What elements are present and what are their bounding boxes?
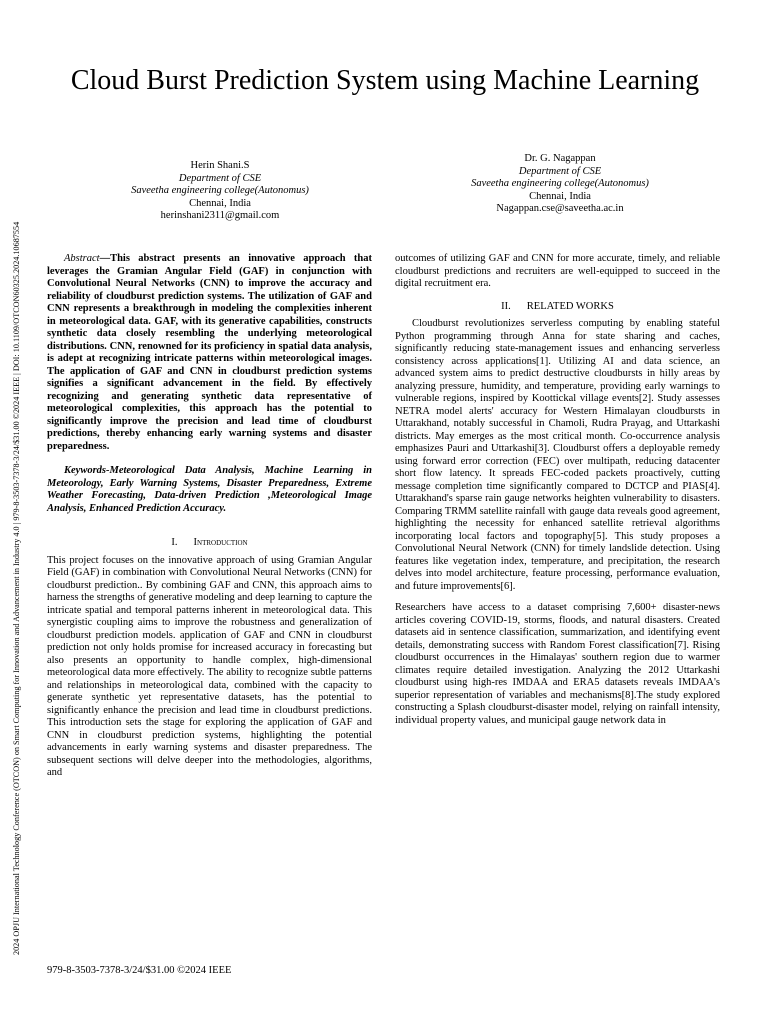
- introduction-continued: outcomes of utilizing GAF and CNN for more accurate, timely, and reliable cloudburst predictions and recruiters are well-equipped to succeed in the digital recruitment era.: [395, 253, 720, 289]
- section-number: I.: [171, 537, 178, 548]
- author-block-1: [70, 160, 370, 223]
- right-column: [395, 253, 720, 727]
- abstract-text: —This abstract presents an innovative approach that leverages the Gramian Angular Field (GAF) in conjunction with Convolutional Neural Networks (CNN) to improve the accuracy and reliability of cloudburst prediction systems. The utilization of GAF and CNN represents a breakthrough in modeling the complexities inherent in meteorological data. GAF, with its generative capabilities, constructs synthetic data closely resembling the underlying meteorological distributions. CNN, renowned for its proficiency in spatial data analysis, is adept at recognizing intricate patterns within meteorological images. The application of GAF and CNN in cloudburst prediction systems signifies a significant advancement in the field. By effectively recognizing and generating synthetic data representative of meteorological complexities, this approach has the potential to significantly improve the precision and lead time of cloudburst predictions, thereby enhancing early warning systems and disaster preparedness.: [47, 253, 372, 452]
- section-heading-introduction: [47, 537, 372, 550]
- author-location: Chennai, India: [529, 190, 591, 202]
- paper-title: Cloud Burst Prediction System using Machine Learning: [70, 65, 700, 96]
- author-name: Herin Shani.S: [190, 160, 250, 171]
- author-department: Department of CSE: [518, 165, 602, 177]
- side-doi-note: [12, 75, 26, 955]
- introduction-text: This project focuses on the innovative approach of using Gramian Angular Field (GAF) in combination with Convolutional Neural Networks (CNN) for cloudburst prediction.. By combining GAF and CNN, this approach aims to harness the strengths of generative modeling and deep learning to capture the intricate spatial and temporal patterns inherent in meteorological data. This synergistic coupling aims to improve the robustness and generalization of cloudburst prediction models. application of GAF and CNN in cloudburst prediction not only holds promise for increased accuracy in forecasting but also presents an opportunity to handle complex, high-dimensional meteorological data more effectively. The ability to recognize subtle patterns and relationships in meteorological data, combined with the capacity to generate synthetic yet representative datasets, has the potential to significantly enhance the precision and lead time in cloudburst predictions. This introduction sets the stage for exploring the application of GAF and CNN in cloudburst prediction systems, highlighting the potential advancements in early warning systems and disaster preparedness. The subsequent sections will delve deeper into the methodologies, algorithms, and: [47, 554, 372, 778]
- section-title: Introduction: [193, 537, 248, 548]
- abstract-lead: Abstract: [64, 253, 100, 264]
- section-number: II.: [501, 300, 511, 312]
- section-title: RELATED WORKS: [526, 300, 614, 312]
- keywords: Keywords-Meteorological Data Analysis, Machine Learning in Meteorology, Early Warning Systems, Disaster Preparedness, Extreme Weather Forecasting, Data-driven Prediction ,Meteorological Image Analysis, Enhanced Prediction Accuracy.: [47, 465, 372, 514]
- author-institution: Saveetha engineering college(Autonomus): [131, 185, 309, 196]
- author-location: Chennai, India: [189, 197, 251, 209]
- author-department: Department of CSE: [178, 172, 262, 184]
- author-email: Nagappan.cse@saveetha.ac.in: [496, 203, 624, 214]
- author-institution: Saveetha engineering college(Autonomus): [471, 178, 649, 189]
- section-heading-related-works: [395, 301, 720, 314]
- abstract: [47, 253, 372, 453]
- author-email: herinshani2311@gmail.com: [160, 210, 280, 221]
- side-doi-text: 2024 OPJU International Technology Conference (OTCON) on Smart Computing for Innovation and Advancement in Industry 4.0 | 979-8-3503-7378-3/24/$31.00 ©2024 IEEE | DOI: 10.1109/OTCON60325.2024.10687554: [12, 221, 21, 955]
- related-works-paragraph-1: Cloudburst revolutionizes serverless computing by enabling stateful Python programming through Anna for state sharing and caches, significantly reducing state-management issues and enhancing serverless consistency across applications[1]. Utilizing AI and data science, an advanced system aims to predict destructive cloudbursts in hilly areas by analyzing pressure, humidity, and temperature, providing early warnings to vulnerable regions, inspired by Koottickal village events[2]. Study assesses NETRA model alerts' accuracy for Western Himalayan cloudbursts in Uttarakhand, notably successful in Chamoli, Rudra Prayag, and Uttarkashi districts. May emerges as the most critical month. Co-occurrence analysis emphasizes Pauri and Uttarkashi[3]. Cloudburst offers a deployable remedy using forward error correction (FEC) over multipath, reducing datacenter short flow latency. It spreads FEC-coded packets proactively, cutting message completion time significantly compared to DCTCP and PIAS[4]. Uttarakhand's sparse rain gauge networks heighten vulnerability to disasters. Comparing TRMM satellite rainfall with gauge data reveals good agreement, highlighting the necessity for enhanced satellite retrieval algorithms incorporating local factors and topography[5]. This study proposes a Convolutional Neural Network (CNN) for timely landslide detection. Using features like vegetation index, temperature, and precipitation, the research delves into model architecture, feature processing, performance evaluation, and future improvements[6].: [395, 318, 720, 592]
- author-name: Dr. G. Nagappan: [524, 153, 596, 164]
- author-block-2: [410, 153, 710, 216]
- left-column: [47, 253, 372, 780]
- page-footer: 979-8-3503-7378-3/24/$31.00 ©2024 IEEE: [47, 965, 232, 976]
- related-works-paragraph-2: Researchers have access to a dataset comprising 7,600+ disaster-news articles covering COVID-19, storms, floods, and natural disasters. Created datasets aid in sentence classification, summarization, and identifying event details, demonstrating success with Random Forest classification[7]. Rising cloudburst occurrences in the Himalayas' southern region due to warmer climates require detailed investigation. Analyzing the 2012 Uttarkashi cloudburst using high-res IMDAA and ERA5 datasets reveals IMDAA's superior representation of variables and mechanisms[8].The study explored constructing a Splash cloudburst-disaster model, relying on rainfall intensity, individual property values, and municipal gauge network data in: [395, 602, 720, 726]
